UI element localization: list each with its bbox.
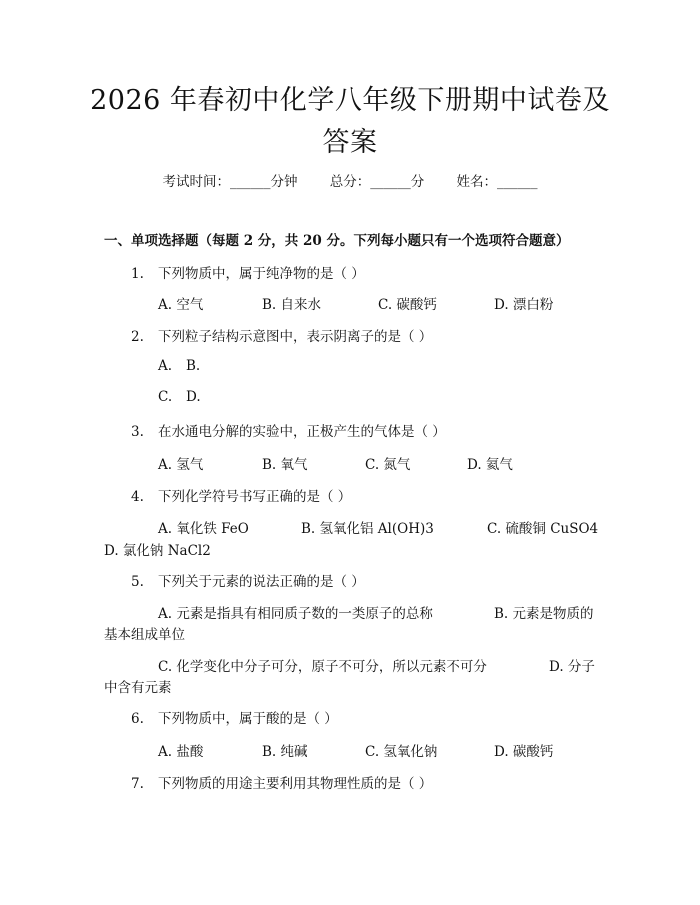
option-b: B. — [186, 358, 201, 374]
option-d: D. 氦气 — [467, 457, 513, 473]
question-2 — [131, 325, 432, 345]
option-c: C. — [158, 389, 173, 405]
total-score: 总分：______分 — [329, 174, 425, 190]
question-number: 4. — [131, 489, 144, 505]
question-text: 下列物质中，属于酸的是（ ） — [158, 711, 338, 727]
option-d: D. 碳酸钙 — [494, 744, 554, 760]
option-a: A. 氢气 — [158, 457, 204, 473]
question-6 — [131, 707, 338, 727]
option-b: B. 氧气 — [262, 457, 308, 473]
option-d: D. 漂白粉 — [494, 297, 554, 313]
option-d: D. 分子 — [549, 659, 595, 675]
option-a: A. 元素是指具有相同质子数的一类原子的总称 — [158, 606, 433, 622]
question-number: 5. — [131, 574, 144, 590]
question-text: 在水通电分解的实验中，正极产生的气体是（ ） — [158, 424, 446, 440]
question-text: 下列物质的用途主要利用其物理性质的是（ ） — [158, 776, 433, 792]
option-a: A. 氧化铁 FeO — [158, 521, 249, 537]
question-text: 下列粒子结构示意图中，表示阴离子的是（ ） — [158, 329, 433, 345]
question-5 — [131, 570, 365, 590]
question-4 — [131, 485, 351, 505]
option-d: D. — [186, 389, 201, 405]
page-title: 2026 年春初中化学八年级下册期中试卷及答案 — [90, 85, 610, 158]
question-3 — [131, 420, 446, 440]
option-c: C. 硫酸铜 CuSO4 — [487, 521, 599, 537]
question-text: 下列化学符号书写正确的是（ ） — [158, 489, 352, 505]
option-c: C. 氮气 — [365, 457, 411, 473]
option-c: C. 化学变化中分子可分，原子不可分，所以元素不可分 — [158, 659, 487, 675]
question-text: 下列关于元素的说法正确的是（ ） — [158, 574, 365, 590]
option-d-continued: 中含有元素 — [104, 680, 172, 696]
question-number: 2. — [131, 329, 144, 345]
exam-info — [0, 170, 700, 190]
option-b-continued: 基本组成单位 — [104, 627, 185, 643]
option-b: B. 元素是物质的 — [494, 606, 594, 622]
option-a: A. 盐酸 — [158, 744, 204, 760]
option-b: B. 自来水 — [262, 297, 322, 313]
question-number: 7. — [131, 776, 144, 792]
question-1 — [131, 262, 365, 282]
option-d: D. 氯化钠 NaCl2 — [104, 543, 211, 559]
question-text: 下列物质中，属于纯净物的是（ ） — [158, 266, 365, 282]
option-c: C. 碳酸钙 — [378, 297, 437, 313]
option-b: B. 纯碱 — [262, 744, 308, 760]
option-b: B. 氢氧化铝 Al(OH)3 — [301, 521, 434, 537]
question-number: 3. — [131, 424, 144, 440]
option-a: A. 空气 — [158, 297, 204, 313]
question-7 — [131, 772, 432, 792]
exam-time: 考试时间：______分钟 — [162, 174, 298, 190]
section-heading: 一、单项选择题（每题 2 分，共 20 分。下列每小题只有一个选项符合题意） — [104, 233, 570, 249]
option-c: C. 氢氧化钠 — [365, 744, 438, 760]
question-number: 6. — [131, 711, 144, 727]
question-number: 1. — [131, 266, 144, 282]
student-name: 姓名：______ — [456, 174, 538, 190]
option-a: A. — [158, 358, 173, 374]
